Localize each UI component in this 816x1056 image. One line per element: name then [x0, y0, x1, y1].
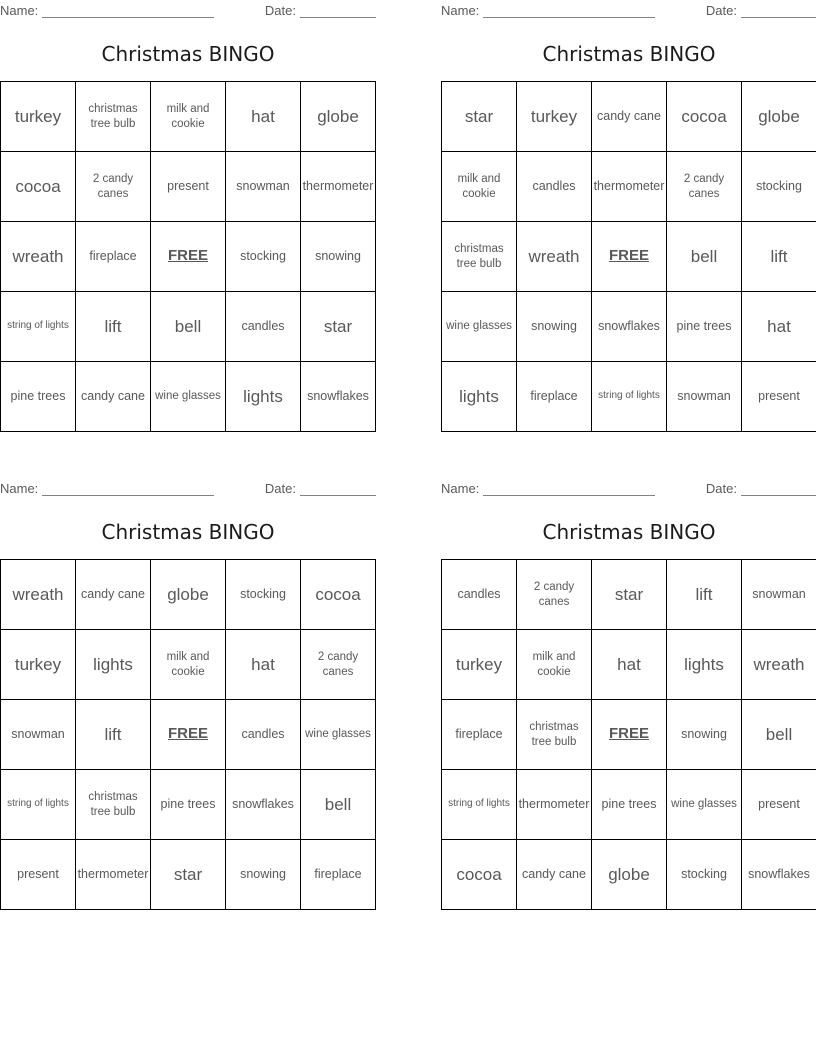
date-label: Date: — [264, 3, 296, 18]
bingo-cell: present — [742, 362, 816, 432]
date-blank-line — [741, 5, 816, 18]
bingo-cell: lights — [226, 362, 301, 432]
bingo-cell: candy cane — [76, 362, 151, 432]
bingo-cell: milk and cookie — [517, 630, 592, 700]
bingo-row — [442, 840, 816, 910]
card-header — [441, 478, 816, 496]
bingo-cell: cocoa — [442, 840, 517, 910]
bingo-grid — [441, 81, 816, 432]
bingo-cell: candles — [517, 152, 592, 222]
date-label: Date: — [705, 3, 737, 18]
bingo-cell: milk and cookie — [151, 630, 226, 700]
card-title: Christmas BINGO — [542, 520, 716, 544]
bingo-cell: christmas tree bulb — [517, 700, 592, 770]
bingo-cell: snowman — [742, 560, 816, 630]
bingo-cell-free: FREE — [592, 222, 667, 292]
bingo-cell: hat — [226, 82, 301, 152]
date-label: Date: — [705, 481, 737, 496]
date-label: Date: — [264, 481, 296, 496]
bingo-cell: 2 candy canes — [301, 630, 376, 700]
bingo-cell: bell — [742, 700, 816, 770]
bingo-row — [442, 222, 816, 292]
name-label: Name: — [0, 3, 39, 18]
bingo-row — [442, 362, 816, 432]
bingo-row — [1, 700, 376, 770]
bingo-cell: snowflakes — [301, 362, 376, 432]
bingo-cell: lights — [667, 630, 742, 700]
bingo-cell: stocking — [667, 840, 742, 910]
bingo-row — [1, 630, 376, 700]
card-title: Christmas BINGO — [542, 42, 716, 66]
bingo-row — [1, 840, 376, 910]
bingo-row — [1, 292, 376, 362]
bingo-cell: present — [742, 770, 816, 840]
bingo-cell: wine glasses — [301, 700, 376, 770]
bingo-cell: candy cane — [517, 840, 592, 910]
bingo-cell: globe — [301, 82, 376, 152]
bingo-cell: wine glasses — [667, 770, 742, 840]
name-blank-line — [483, 483, 655, 496]
bingo-cell: candles — [226, 700, 301, 770]
bingo-cell: hat — [226, 630, 301, 700]
bingo-cell: snowflakes — [742, 840, 816, 910]
bingo-cell: lift — [76, 700, 151, 770]
bingo-row — [442, 630, 816, 700]
bingo-cell: candy cane — [592, 82, 667, 152]
bingo-grid — [441, 559, 816, 910]
date-blank-line — [741, 483, 816, 496]
bingo-cell: thermometer — [592, 152, 667, 222]
bingo-cell: 2 candy canes — [76, 152, 151, 222]
card-header — [0, 478, 376, 496]
bingo-cell: star — [442, 82, 517, 152]
bingo-cell: snowing — [226, 840, 301, 910]
bingo-cell: snowing — [667, 700, 742, 770]
date-group — [706, 482, 816, 496]
bingo-cell: thermometer — [301, 152, 376, 222]
bingo-cell: christmas tree bulb — [76, 82, 151, 152]
bingo-row — [442, 560, 816, 630]
bingo-row — [442, 700, 816, 770]
card-title: Christmas BINGO — [101, 520, 275, 544]
bingo-cell: globe — [592, 840, 667, 910]
bingo-cell: wreath — [1, 560, 76, 630]
bingo-cell: fireplace — [442, 700, 517, 770]
bingo-row — [1, 82, 376, 152]
bingo-cell: bell — [151, 292, 226, 362]
date-group — [265, 4, 376, 18]
bingo-cell: fireplace — [301, 840, 376, 910]
name-label: Name: — [0, 481, 39, 496]
bingo-row — [1, 362, 376, 432]
bingo-row — [1, 560, 376, 630]
card-header — [0, 0, 376, 18]
name-blank-line — [42, 5, 214, 18]
bingo-cell: hat — [742, 292, 816, 362]
date-group — [265, 482, 376, 496]
bingo-card-4 — [441, 478, 816, 910]
bingo-cell: lift — [667, 560, 742, 630]
bingo-cell: wine glasses — [151, 362, 226, 432]
bingo-cell: string of lights — [592, 362, 667, 432]
bingo-row — [442, 292, 816, 362]
bingo-cell: bell — [301, 770, 376, 840]
bingo-cell: turkey — [1, 630, 76, 700]
bingo-card-1 — [0, 0, 376, 432]
card-title: Christmas BINGO — [101, 42, 275, 66]
bingo-cell: star — [151, 840, 226, 910]
bingo-cell: stocking — [742, 152, 816, 222]
bingo-cell: christmas tree bulb — [76, 770, 151, 840]
bingo-cell: hat — [592, 630, 667, 700]
bingo-cell: 2 candy canes — [667, 152, 742, 222]
bingo-row — [442, 152, 816, 222]
bingo-card-3 — [0, 478, 376, 910]
bingo-cell: present — [1, 840, 76, 910]
bingo-cell-free: FREE — [151, 222, 226, 292]
bingo-card-2 — [441, 0, 816, 432]
bingo-cell: bell — [667, 222, 742, 292]
bingo-cell: snowing — [301, 222, 376, 292]
bingo-cell: christmas tree bulb — [442, 222, 517, 292]
bingo-cell: pine trees — [1, 362, 76, 432]
bingo-row — [442, 82, 816, 152]
bingo-cell: cocoa — [301, 560, 376, 630]
bingo-cell: star — [592, 560, 667, 630]
bingo-cell: lift — [76, 292, 151, 362]
bingo-cell: thermometer — [76, 840, 151, 910]
bingo-cell-free: FREE — [151, 700, 226, 770]
bingo-cell-free: FREE — [592, 700, 667, 770]
bingo-cell: wreath — [742, 630, 816, 700]
bingo-cell: turkey — [1, 82, 76, 152]
bingo-cell: fireplace — [76, 222, 151, 292]
bingo-cell: star — [301, 292, 376, 362]
bingo-cell: pine trees — [151, 770, 226, 840]
bingo-cell: string of lights — [442, 770, 517, 840]
bingo-cell: globe — [151, 560, 226, 630]
bingo-cell: globe — [742, 82, 816, 152]
date-group — [706, 4, 816, 18]
name-blank-line — [483, 5, 655, 18]
bingo-cell: candy cane — [76, 560, 151, 630]
date-blank-line — [300, 5, 376, 18]
bingo-cell: pine trees — [667, 292, 742, 362]
bingo-cell: lift — [742, 222, 816, 292]
bingo-cell: stocking — [226, 222, 301, 292]
bingo-row — [1, 222, 376, 292]
name-label: Name: — [441, 3, 480, 18]
bingo-cell: wreath — [1, 222, 76, 292]
bingo-cell: snowman — [667, 362, 742, 432]
name-label: Name: — [441, 481, 480, 496]
bingo-cell: pine trees — [592, 770, 667, 840]
date-blank-line — [300, 483, 376, 496]
bingo-row — [1, 770, 376, 840]
bingo-cell: string of lights — [1, 292, 76, 362]
bingo-cell: lights — [76, 630, 151, 700]
bingo-cell: snowman — [226, 152, 301, 222]
bingo-cell: string of lights — [1, 770, 76, 840]
bingo-cell: cocoa — [1, 152, 76, 222]
bingo-grid — [0, 559, 376, 910]
bingo-cell: snowman — [1, 700, 76, 770]
name-blank-line — [42, 483, 214, 496]
bingo-cell: fireplace — [517, 362, 592, 432]
bingo-cell: turkey — [517, 82, 592, 152]
bingo-cell: snowflakes — [226, 770, 301, 840]
bingo-cell: milk and cookie — [442, 152, 517, 222]
bingo-cell: turkey — [442, 630, 517, 700]
card-header — [441, 0, 816, 18]
bingo-cell: snowing — [517, 292, 592, 362]
bingo-row — [1, 152, 376, 222]
bingo-cell: thermometer — [517, 770, 592, 840]
bingo-cell: cocoa — [667, 82, 742, 152]
bingo-cell: candles — [442, 560, 517, 630]
bingo-cell: milk and cookie — [151, 82, 226, 152]
bingo-cell: candles — [226, 292, 301, 362]
bingo-grid — [0, 81, 376, 432]
bingo-cell: lights — [442, 362, 517, 432]
bingo-cell: stocking — [226, 560, 301, 630]
bingo-cell: present — [151, 152, 226, 222]
bingo-cell: wreath — [517, 222, 592, 292]
bingo-cell: snowflakes — [592, 292, 667, 362]
bingo-cell: wine glasses — [442, 292, 517, 362]
bingo-row — [442, 770, 816, 840]
bingo-cell: 2 candy canes — [517, 560, 592, 630]
